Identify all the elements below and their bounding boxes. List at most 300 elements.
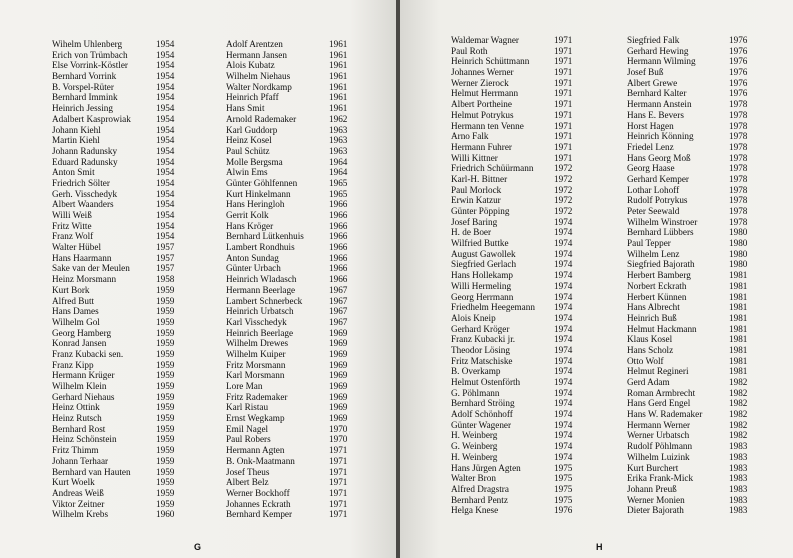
entry-name: Hans Gerd Engel <box>627 398 691 409</box>
entry-year: 1964 <box>329 167 348 178</box>
entry-year: 1974 <box>554 216 573 227</box>
entry-year: 1961 <box>329 103 348 114</box>
entry-year: 1961 <box>329 81 348 92</box>
entry-year: 1974 <box>554 419 573 430</box>
entry-year: 1971 <box>554 35 573 45</box>
entry-year: 1981 <box>729 334 748 345</box>
entry-name: Gerh. Visschedyk <box>52 188 118 199</box>
entry-name: Heinz Kosel <box>226 135 272 146</box>
entry-year: 1974 <box>554 451 573 462</box>
entry-name: Walter Nordkamp <box>226 81 292 92</box>
entry-name: Werner Bockhoff <box>226 487 290 498</box>
entry-year: 1972 <box>554 195 573 206</box>
entry-year: 1974 <box>554 334 573 345</box>
entry-year: 1978 <box>729 131 748 142</box>
entry-year: 1974 <box>554 377 573 387</box>
entry-year: 1982 <box>729 419 748 430</box>
entry-year: 1972 <box>554 173 573 184</box>
entry-year: 1954 <box>156 103 175 114</box>
entry-year: 1969 <box>329 348 348 359</box>
entry-name: Theodor Lösing <box>451 344 510 355</box>
entry-name: Günter Wagener <box>451 419 512 430</box>
entry-year: 1957 <box>156 242 175 253</box>
entry-year: 1980 <box>729 259 748 270</box>
entry-name: Walter Bron <box>451 473 496 484</box>
entry-name: Erwin Katzur <box>451 195 501 206</box>
entry-name: Werner Monien <box>627 494 685 505</box>
entry-name: B. Vorspel-Rüter <box>52 81 114 92</box>
entry-year: 1971 <box>329 466 348 477</box>
entry-name: Hans Hollekamp <box>451 270 514 281</box>
entry-name: Adolf Schönhoff <box>451 409 513 420</box>
entry-year: 1959 <box>156 423 175 434</box>
entry-name: Ernst Wegkamp <box>226 413 285 424</box>
entry-year: 1974 <box>554 409 573 420</box>
entry-year: 1959 <box>156 295 175 306</box>
entry-name: Lore Man <box>226 381 263 391</box>
page-letter-left: G <box>194 542 202 552</box>
entry-name: Friedrich Sölter <box>52 177 110 188</box>
entry-name: Bernhard Ströing <box>451 398 515 409</box>
entry-name: Sake van der Meulen <box>52 263 130 274</box>
entry-name: Wilhelm Gol <box>52 316 100 327</box>
entry-name: Lambert Rondhuis <box>226 242 295 253</box>
entry-year: 1978 <box>729 109 748 120</box>
entry-name: Bernhard Immink <box>52 92 118 103</box>
entry-name: Heinz Rutsch <box>52 413 102 424</box>
entry-year: 1971 <box>554 45 573 56</box>
entry-name: Siegfried Falk <box>627 35 680 45</box>
entry-name: Bernhard Lütkenhuis <box>226 231 304 242</box>
entry-year: 1959 <box>156 381 175 391</box>
entry-name: Heinrich Jessing <box>52 103 113 114</box>
entry-year: 1983 <box>729 441 748 452</box>
entry-year: 1959 <box>156 327 175 338</box>
entry-name: Heinrich Könning <box>627 131 694 142</box>
entry-year: 1971 <box>329 477 348 488</box>
entry-year: 1959 <box>156 455 175 466</box>
entry-name: Andreas Weiß <box>52 487 104 498</box>
entry-name: Karl Morsmann <box>226 370 285 381</box>
entry-year: 1971 <box>554 152 573 163</box>
entry-name: Bernhard Kemper <box>226 509 293 520</box>
entry-name: Fritz Matschiske <box>451 355 513 366</box>
entry-year: 1983 <box>729 483 748 494</box>
entry-name: Friedrich Schüürmann <box>451 163 534 174</box>
entry-year: 1965 <box>329 177 348 188</box>
entry-name: Walter Hübel <box>52 242 102 253</box>
entry-name: Herbert Künnen <box>627 291 687 302</box>
entry-name: Gerhard Kemper <box>627 173 689 184</box>
entry-name: Johann Kiehl <box>52 124 101 135</box>
entry-name: Wilhelm Krebs <box>52 509 109 520</box>
entry-name: Else Vorrink-Köstler <box>52 60 128 71</box>
entry-name: Waldemar Wagner <box>451 35 519 45</box>
entry-year: 1969 <box>329 381 348 391</box>
entry-name: Hermann ten Venne <box>451 120 524 131</box>
entry-year: 1967 <box>329 295 348 306</box>
right-page <box>400 0 793 558</box>
entry-name: Johann Preuß <box>627 483 677 494</box>
entry-name: Alfred Dragstra <box>451 483 509 494</box>
entry-name: Kurt Hinkelmann <box>226 188 291 199</box>
entry-year: 1983 <box>729 473 748 484</box>
entry-year: 1966 <box>329 252 348 263</box>
entry-name: Josef Theus <box>226 466 270 477</box>
entry-year: 1954 <box>156 199 175 210</box>
entry-year: 1981 <box>729 302 748 313</box>
entry-year: 1983 <box>729 462 748 473</box>
entry-year: 1983 <box>729 505 748 516</box>
entry-name: Franz Wolf <box>52 231 94 242</box>
entry-name: Arno Falk <box>451 131 489 142</box>
entry-name: Bernhard Lübbers <box>627 227 694 238</box>
entry-year: 1967 <box>329 284 348 295</box>
entry-year: 1954 <box>156 177 175 188</box>
entry-year: 1971 <box>554 88 573 99</box>
entry-year: 1981 <box>729 323 748 334</box>
entry-name: Hans Scholz <box>627 344 674 355</box>
entry-name: Hans Haarmann <box>52 252 112 263</box>
entry-year: 1954 <box>156 231 175 242</box>
entry-name: Wilhelm Winstroer <box>627 216 698 227</box>
entry-name: Hermann Jansen <box>226 49 287 60</box>
entry-year: 1971 <box>554 131 573 142</box>
entry-name: Hans Jürgen Agten <box>451 462 521 473</box>
entry-year: 1959 <box>156 434 175 445</box>
entry-year: 1964 <box>329 156 348 167</box>
entry-year: 1974 <box>554 291 573 302</box>
entry-name: Gerhard Hewing <box>627 45 689 56</box>
entry-name: G. Pöhlmann <box>451 387 500 398</box>
entry-name: Helmut Herrmann <box>451 88 519 99</box>
entry-name: Emil Nagel <box>226 423 269 434</box>
entry-year: 1965 <box>329 188 348 199</box>
entry-year: 1959 <box>156 338 175 349</box>
entry-year: 1978 <box>729 206 748 216</box>
entry-year: 1978 <box>729 184 748 195</box>
entry-name: Hans Heringloh <box>226 199 285 210</box>
entry-name: Fritz Thimm <box>52 445 99 456</box>
entry-year: 1978 <box>729 195 748 206</box>
entry-name: Josef Baring <box>451 216 498 227</box>
entry-year: 1959 <box>156 413 175 424</box>
entry-year: 1978 <box>729 163 748 174</box>
entry-name: Karl Ristau <box>226 402 269 413</box>
entry-name: Albert Belz <box>226 477 269 488</box>
entry-year: 1963 <box>329 135 348 146</box>
entry-name: B. Overkamp <box>451 366 501 377</box>
entry-year: 1969 <box>329 413 348 424</box>
entry-year: 1966 <box>329 199 348 210</box>
entry-year: 1959 <box>156 348 175 359</box>
entry-name: Martin Kiehl <box>52 135 100 146</box>
entry-year: 1959 <box>156 306 175 317</box>
entry-year: 1976 <box>729 77 748 88</box>
entry-name: Gerrit Kolk <box>226 210 269 220</box>
entry-year: 1966 <box>329 231 348 242</box>
entry-name: Lothar Lohoff <box>627 184 680 195</box>
entry-name: Albert Portheine <box>451 99 512 110</box>
entry-name: Helmut Ostenförth <box>451 377 521 387</box>
entry-name: Karl-H. Bittner <box>451 173 508 184</box>
entry-name: H. de Boer <box>451 227 492 238</box>
entry-year: 1959 <box>156 402 175 413</box>
entry-year: 1971 <box>554 77 573 88</box>
entry-year: 1966 <box>329 242 348 253</box>
entry-year: 1957 <box>156 252 175 263</box>
entry-name: Willi Weiß <box>52 210 92 220</box>
entry-year: 1959 <box>156 477 175 488</box>
entry-year: 1959 <box>156 498 175 509</box>
entry-name: Johannes Eckrath <box>226 498 291 509</box>
entry-year: 1957 <box>156 263 175 274</box>
entry-year: 1976 <box>729 67 748 78</box>
entry-name: Herbert Bamberg <box>627 270 691 281</box>
entry-year: 1959 <box>156 466 175 477</box>
entry-year: 1971 <box>329 509 348 520</box>
entry-name: Hans Albrecht <box>627 302 680 313</box>
entry-name: Helmut Potrykus <box>451 109 514 120</box>
entry-year: 1982 <box>729 398 748 409</box>
entry-year: 1959 <box>156 487 175 498</box>
entry-name: Heinrich Schüttmann <box>451 56 530 67</box>
entry-name: Gerhard Niehaus <box>52 391 115 402</box>
entry-name: Fritz Morsmann <box>226 359 286 370</box>
entry-year: 1971 <box>329 445 348 456</box>
entry-name: Karl Visschedyk <box>226 316 287 327</box>
entry-year: 1961 <box>329 60 348 71</box>
entry-year: 1954 <box>156 49 175 60</box>
entry-year: 1978 <box>729 152 748 163</box>
entry-name: Bernhard Kalter <box>627 88 687 99</box>
entry-name: Rudolf Pöhlmann <box>627 441 693 452</box>
entry-year: 1971 <box>554 109 573 120</box>
entry-year: 1959 <box>156 316 175 327</box>
entry-name: Adalbert Kasprowiak <box>52 113 131 124</box>
entry-name: Arnold Rademaker <box>226 113 297 124</box>
entry-name: Siegfried Bajorath <box>627 259 695 270</box>
entry-name: Fritz Rademaker <box>226 391 288 402</box>
entry-year: 1966 <box>329 263 348 274</box>
entry-name: Heinrich Urbatsch <box>226 306 294 317</box>
entry-name: Viktor Zeitner <box>52 498 105 509</box>
entry-year: 1970 <box>329 434 348 445</box>
entry-year: 1969 <box>329 370 348 381</box>
entry-year: 1954 <box>156 71 175 82</box>
entry-name: Hermann Anstein <box>627 99 692 110</box>
entry-name: Heinz Morsmann <box>52 274 117 285</box>
entry-year: 1974 <box>554 227 573 238</box>
entry-name: Hermann Beerlage <box>226 284 296 295</box>
entry-year: 1969 <box>329 359 348 370</box>
entry-name: Paul Morlock <box>451 184 502 195</box>
entry-name: Lambert Schnerbeck <box>226 295 303 306</box>
entry-year: 1954 <box>156 113 175 124</box>
entry-name: Rudolf Potrykus <box>627 195 688 206</box>
entry-year: 1976 <box>729 56 748 67</box>
entry-name: Heinrich Pfaff <box>226 92 279 103</box>
entry-year: 1981 <box>729 355 748 366</box>
entry-year: 1971 <box>329 455 348 466</box>
entry-year: 1961 <box>329 49 348 60</box>
entry-name: Heinz Ottink <box>52 402 100 413</box>
entry-year: 1959 <box>156 391 175 402</box>
entry-year: 1974 <box>554 398 573 409</box>
entry-year: 1954 <box>156 135 175 146</box>
entry-year: 1981 <box>729 312 748 323</box>
entry-name: Siegfried Gerlach <box>451 259 517 270</box>
entry-year: 1954 <box>156 81 175 92</box>
entry-name: Albert Grewe <box>627 77 678 88</box>
entry-name: Georg Haase <box>627 163 675 174</box>
entry-year: 1969 <box>329 327 348 338</box>
entry-year: 1954 <box>156 156 175 167</box>
entry-year: 1975 <box>554 473 573 484</box>
entry-name: Anton Smit <box>52 167 95 178</box>
entry-year: 1981 <box>729 344 748 355</box>
entry-year: 1976 <box>729 88 748 99</box>
entry-name: Paul Tepper <box>627 238 671 249</box>
entry-year: 1954 <box>156 145 175 156</box>
entry-year: 1958 <box>156 274 175 285</box>
entry-year: 1954 <box>156 210 175 220</box>
entry-name: Alois Kubatz <box>226 60 275 71</box>
entry-name: Eduard Radunsky <box>52 156 118 167</box>
entry-name: Hermann Fuhrer <box>451 141 512 152</box>
entry-name: Klaus Kosel <box>627 334 673 345</box>
entry-name: Willi Kittner <box>451 152 498 163</box>
entry-year: 1976 <box>554 505 573 516</box>
entry-year: 1974 <box>554 323 573 334</box>
entry-name: Heinz Schönstein <box>52 434 117 445</box>
entry-name: Molle Bergsma <box>226 156 283 167</box>
entry-year: 1959 <box>156 284 175 295</box>
entry-year: 1967 <box>329 306 348 317</box>
entry-name: Karl Guddorp <box>226 124 278 135</box>
entry-name: Hans E. Bevers <box>627 109 684 120</box>
entry-name: Wilhelm Niehaus <box>226 71 291 82</box>
entry-name: Gerd Adam <box>627 377 670 387</box>
entry-year: 1963 <box>329 124 348 135</box>
entry-name: Albert Waanders <box>52 199 114 210</box>
entry-name: Georg Herrmann <box>451 291 514 302</box>
entry-name: Heinrich Beerlage <box>226 327 294 338</box>
entry-name: Günter Urbach <box>226 263 281 274</box>
entry-year: 1981 <box>729 280 748 291</box>
entry-name: Günter Göhlfennen <box>226 177 298 188</box>
page-letter-right: H <box>596 542 603 552</box>
entry-year: 1974 <box>554 270 573 281</box>
entry-year: 1974 <box>554 344 573 355</box>
entry-name: Georg Hamberg <box>52 327 112 338</box>
entry-name: Wilhelm Klein <box>52 381 107 391</box>
entry-year: 1978 <box>729 173 748 184</box>
entry-name: Franz Kubacki sen. <box>52 348 124 359</box>
entry-name: Hans Georg Moß <box>627 152 691 163</box>
entry-name: Wilhelm Luizink <box>627 451 690 462</box>
entry-year: 1980 <box>729 238 748 249</box>
entry-year: 1971 <box>329 487 348 498</box>
entry-name: Erika Frank-Mick <box>627 473 694 484</box>
entry-year: 1966 <box>329 274 348 285</box>
entry-name: H. Weinberg <box>451 451 498 462</box>
entry-name: Johann Terhaar <box>52 455 109 466</box>
entry-name: Paul Schütz <box>226 145 270 156</box>
entry-name: Heinrich Buß <box>627 312 677 323</box>
entry-name: Bernhard Vorrink <box>52 71 117 82</box>
entry-year: 1974 <box>554 355 573 366</box>
entry-name: Konrad Jansen <box>52 338 107 349</box>
entry-name: Willi Hermeling <box>451 280 512 291</box>
entry-year: 1969 <box>329 402 348 413</box>
entry-name: Günter Pöpping <box>451 206 510 216</box>
entry-year: 1982 <box>729 409 748 420</box>
entry-name: Franz Kubacki jr. <box>451 334 516 345</box>
entry-year: 1974 <box>554 302 573 313</box>
entry-name: Josef Buß <box>627 67 664 78</box>
entry-year: 1954 <box>156 167 175 178</box>
entry-year: 1971 <box>554 120 573 131</box>
entry-year: 1969 <box>329 338 348 349</box>
entry-year: 1974 <box>554 366 573 377</box>
entry-year: 1980 <box>729 227 748 238</box>
entry-year: 1974 <box>554 280 573 291</box>
entry-name: H. Weinberg <box>451 430 498 441</box>
entry-name: Kurt Burchert <box>627 462 679 473</box>
entry-name: Hermann Agten <box>226 445 285 456</box>
entry-name: Wilhelm Drewes <box>226 338 289 349</box>
entry-name: Helga Knese <box>451 505 499 516</box>
entry-year: 1983 <box>729 494 748 505</box>
entry-year: 1959 <box>156 370 175 381</box>
entry-name: Hermann Krüger <box>52 370 115 381</box>
entry-name: Hans Kröger <box>226 220 274 231</box>
entry-year: 1974 <box>554 259 573 270</box>
entry-year: 1962 <box>329 113 348 124</box>
entry-year: 1954 <box>156 92 175 103</box>
entry-year: 1976 <box>729 45 748 56</box>
entry-name: Kurt Bork <box>52 284 90 295</box>
entry-year: 1978 <box>729 120 748 131</box>
entry-year: 1972 <box>554 206 573 216</box>
entry-name: Alwin Ems <box>226 167 268 178</box>
entry-name: Friedel Lenz <box>627 141 674 152</box>
entry-year: 1981 <box>729 366 748 377</box>
entry-year: 1954 <box>156 124 175 135</box>
entry-name: Alois Kneip <box>451 312 496 323</box>
entry-name: Hans W. Rademaker <box>627 409 703 420</box>
entry-name: Bernhard Pentz <box>451 494 508 505</box>
entry-year: 1974 <box>554 430 573 441</box>
entry-name: Helmut Regineri <box>627 366 689 377</box>
entry-name: Otto Wolf <box>627 355 664 366</box>
entry-name: Horst Hagen <box>627 120 674 131</box>
entry-name: Hans Smit <box>226 103 265 114</box>
entry-name: Friedhelm Heegemann <box>451 302 535 313</box>
entry-name: Franz Kipp <box>52 359 94 370</box>
entry-year: 1974 <box>554 312 573 323</box>
entry-year: 1978 <box>729 141 748 152</box>
entry-year: 1967 <box>329 316 348 327</box>
entry-year: 1971 <box>554 141 573 152</box>
entry-year: 1972 <box>554 163 573 174</box>
entry-name: Peter Seewald <box>627 206 680 216</box>
entry-year: 1975 <box>554 462 573 473</box>
entry-name: B. Onk-Maatmann <box>226 455 295 466</box>
entry-name: Paul Robers <box>226 434 271 445</box>
entry-name: Werner Urbatsch <box>627 430 690 441</box>
